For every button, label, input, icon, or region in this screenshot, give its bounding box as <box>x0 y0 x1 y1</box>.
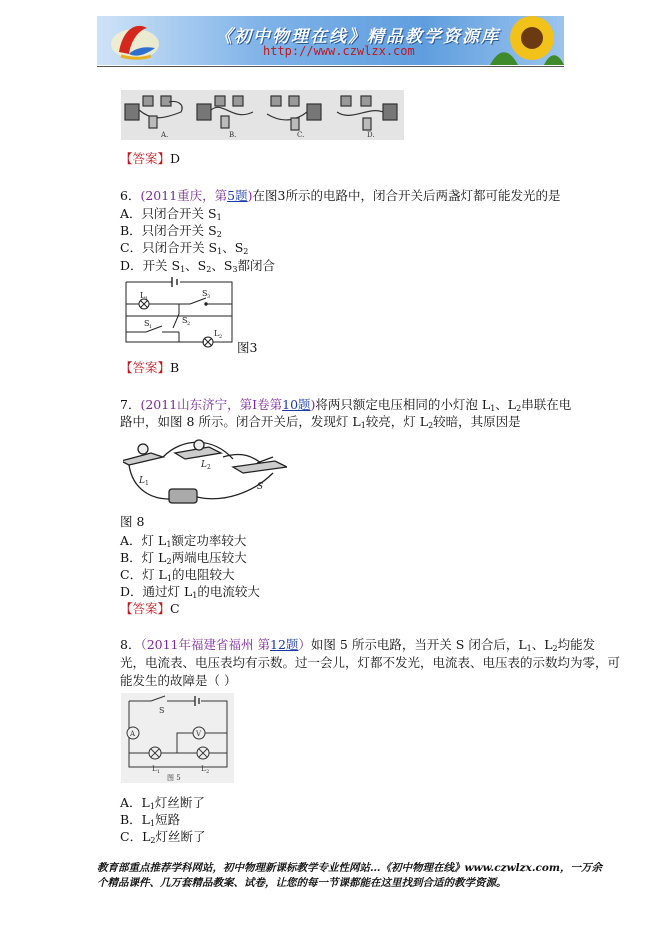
svg-text:2: 2 <box>207 464 211 471</box>
q5-option-b-circuit <box>197 96 253 128</box>
q8-stem-line1: 8．（2011年福建省福州 第12题）如图 5 所示电路，当开关 S 闭合后，$L_1$、$L_2$均能发 <box>120 637 596 653</box>
q6-answer-label: 【答案】 <box>120 360 171 375</box>
svg-text:S: S <box>182 316 188 325</box>
q8-option-b: B．$L_1$短路 <box>120 812 181 828</box>
q7-stem-line2: 路中，如图 8 所示。闭合开关后，发现灯 $L_1$较亮，灯 $L_2$较暗，其原因是 <box>120 414 521 430</box>
svg-text:3: 3 <box>207 294 211 300</box>
q7-option-a: A．灯 $L_1$额定功率较大 <box>120 533 247 549</box>
site-logo-icon <box>105 18 165 64</box>
q8-circuit-figure <box>121 693 234 783</box>
q7-figure-caption: 图 8 <box>120 514 145 529</box>
q6-source: (2011重庆，第 <box>140 188 228 203</box>
q6-stem-text: 在图3所示的电路中，闭合开关后两盏灯都可能发光的是 <box>252 188 561 203</box>
q5-label-d: D. <box>367 131 375 139</box>
svg-text:2: 2 <box>219 334 223 340</box>
q5-figure <box>121 90 404 140</box>
q6-option-d: D．开关 $S_1$、$S_2$、$S_3$都闭合 <box>120 258 276 274</box>
footer-line2: 个精品课件、几万套精品教案、试卷，让您的每一节课都能在这里找到合适的教学资源。 <box>97 877 507 889</box>
q7-option-c: C．灯 $L_1$的电阻较大 <box>120 567 235 583</box>
q6-answer-value: B <box>170 360 180 375</box>
q7-switch-icon <box>233 461 287 473</box>
svg-text:S: S <box>144 319 150 328</box>
sunflower-icon <box>480 16 564 65</box>
q6-number: 6． <box>120 188 141 203</box>
site-title: 《初中物理在线》精品教学资源库 <box>215 27 500 47</box>
svg-text:A: A <box>130 730 136 738</box>
q5-label-a: A. <box>161 131 169 139</box>
q7-circuit-figure <box>123 433 287 509</box>
q6-option-a: A．只闭合开关 $S_1$ <box>120 206 222 222</box>
svg-text:2: 2 <box>187 321 191 327</box>
q7-answer <box>120 601 180 617</box>
q6-circuit-figure <box>124 276 239 354</box>
header-banner <box>97 16 564 65</box>
svg-text:L: L <box>152 765 157 773</box>
site-url[interactable]: http://www.czwlzx.com <box>263 44 415 58</box>
q5-answer <box>120 151 180 167</box>
svg-text:S: S <box>257 482 264 492</box>
q8-stem-line2: 光，电流表、电压表均有示数。过一会儿，灯都不发光，电流表、电压表的示数均为零，可 <box>120 655 621 670</box>
q6-stem <box>120 188 560 204</box>
q7-battery-icon <box>169 489 197 503</box>
svg-text:1: 1 <box>145 296 149 302</box>
q8-option-c: C．$L_2$灯丝断了 <box>120 829 206 845</box>
svg-text:V: V <box>196 730 202 738</box>
q5-answer-label: 【答案】 <box>120 151 171 166</box>
q5-label-b: B. <box>229 131 237 139</box>
q7-question-link[interactable]: 10题 <box>282 397 311 412</box>
svg-text:2: 2 <box>206 769 210 775</box>
q6-question-link[interactable]: 5题 <box>227 188 248 203</box>
q5-circuit-photos <box>121 90 404 140</box>
q6-battery-icon <box>172 277 177 287</box>
svg-text:L: L <box>201 765 206 773</box>
q6-answer <box>120 360 179 376</box>
q5-option-d-circuit <box>337 96 397 130</box>
q5-option-a-circuit <box>125 96 182 128</box>
q8-stem-line3: 能发生的故障是（ ） <box>120 673 237 688</box>
q6-option-c: C．只闭合开关 $S_1$、$S_2$ <box>120 240 249 256</box>
svg-text:L: L <box>201 460 207 470</box>
svg-text:L: L <box>139 476 145 486</box>
footer-line1: 教育部重点推荐学科网站，初中物理新课标教学专业性网站…《初中物理在线》www.czwlzx.com，一万余 <box>97 862 602 874</box>
header-divider <box>97 66 564 67</box>
q5-label-c: C. <box>297 131 305 139</box>
svg-text:L: L <box>140 291 146 300</box>
q8-option-a: A．$L_1$灯丝断了 <box>120 795 205 811</box>
q8-question-link[interactable]: 12题 <box>270 637 299 652</box>
q7-option-b: B．灯 $L_2$两端电压较大 <box>120 550 247 566</box>
q8-battery-icon <box>195 696 199 706</box>
q5-option-c-circuit <box>267 96 321 130</box>
svg-text:1: 1 <box>149 324 153 330</box>
svg-text:S: S <box>202 289 208 298</box>
svg-text:S: S <box>159 706 165 715</box>
svg-text:图 5: 图 5 <box>167 774 181 782</box>
q6-option-b: B．只闭合开关 $S_2$ <box>120 223 222 239</box>
q7-answer-label: 【答案】 <box>120 601 171 616</box>
q6-source-end: ) <box>247 188 253 203</box>
q7-lamp-l2-icon <box>194 440 204 450</box>
q7-stem-line1: 7．(2011山东济宁，第Ⅰ卷第10题)将两只额定电压相同的小灯泡 $L_1$、$L_2$串联在电 <box>120 397 572 413</box>
q7-answer-value: C <box>170 601 180 616</box>
svg-text:1: 1 <box>145 480 149 487</box>
q6-figure-caption: 图3 <box>237 340 258 355</box>
q7-lamp-l1-icon <box>138 444 148 454</box>
svg-text:1: 1 <box>157 769 161 775</box>
q5-answer-value: D <box>170 151 181 166</box>
svg-text:L: L <box>214 329 220 338</box>
q7-option-d: D．通过灯 $L_1$的电流较大 <box>120 584 260 600</box>
